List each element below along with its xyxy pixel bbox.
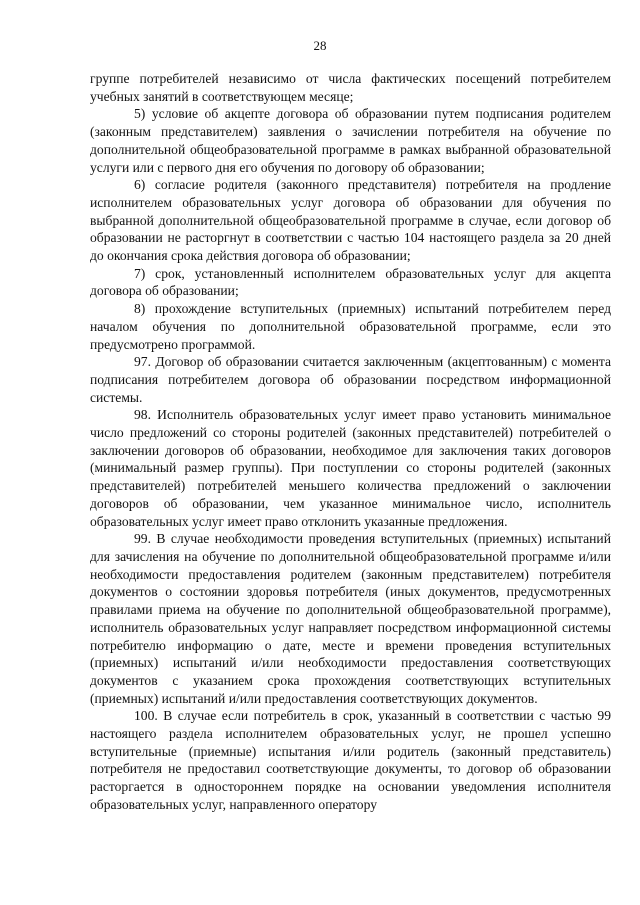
paragraph-item-5: 5) условие об акцепте договора об образовании путем подписания родителем (законным представителем) заявления о зачислении потребителя на обучение по дополнительной общеобразовательной программе в рамках выбранной образовательной услуги или с первого дня его обучения по договору об образовании; (90, 106, 611, 175)
paragraph-section-100: 100. В случае если потребитель в срок, указанный в соответствии с частью 99 настоящего раздела исполнителем образовательных услуг, не прошел успешно вступительные (приемные) испытания и/или родитель (законный представитель) потребителя не предоставил соответствующие документы, то договор об образовании расторгается в одностороннем порядке на основании уведомления исполнителя образовательных услуг, направленного оператору (90, 708, 611, 812)
paragraph-section-97: 97. Договор об образовании считается заключенным (акцептованным) с момента подписания потребителем договора об образовании посредством информационной системы. (90, 354, 611, 405)
paragraph-section-99: 99. В случае необходимости проведения вступительных (приемных) испытаний для зачисления на обучение по дополнительной общеобразовательной программе и/или необходимости предоставления родителем (законным представителем) потребителя документов о состоянии здоровья потребителя (иных документов, предусмотренных правилами приема на обучение по дополнительной общеобразовательной программе), исполнитель образовательных услуг направляет посредством информационной системы потребителю информацию о дате, месте и времени проведения вступительных (приемных) испытаний и/или необходимости предоставления соответствующих документов с указанием срока прохождения соответствующих вступительных (приемных) испытаний и/или предоставления соответствующих документов. (90, 531, 611, 706)
paragraph-continuation: группе потребителей независимо от числа фактических посещений потребителем учебных занятий в соответствующем месяце; (90, 71, 611, 104)
document-body (90, 70, 611, 814)
page-number: 28 (313, 38, 327, 53)
paragraph-item-8: 8) прохождение вступительных (приемных) испытаний потребителем перед началом обучения по дополнительной образовательной программе, если это предусмотрено программой. (90, 301, 611, 352)
paragraph-section-98: 98. Исполнитель образовательных услуг имеет право установить минимальное число предложений со стороны родителей (законных представителей) потребителей о заключении договоров об образовании, необходимое для заключения таких договоров (минимальный размер группы). При поступлении со стороны родителей (законных представителей) потребителей меньшего количества предложений о заключении договоров об образовании, чем указанное минимальное число, исполнитель образовательных услуг имеет право отклонить указанные предложения. (90, 407, 611, 529)
paragraph-item-6: 6) согласие родителя (законного представителя) потребителя на продление исполнителем образовательных услуг договора об образовании для обучения по выбранной дополнительной общеобразовательной программе в случае, если договор об образовании не расторгнут в соответствии с частью 104 настоящего раздела за 20 дней до окончания срока действия договора об образовании; (90, 177, 611, 264)
paragraph-item-7: 7) срок, установленный исполнителем образовательных услуг для акцепта договора об образовании; (90, 265, 611, 299)
